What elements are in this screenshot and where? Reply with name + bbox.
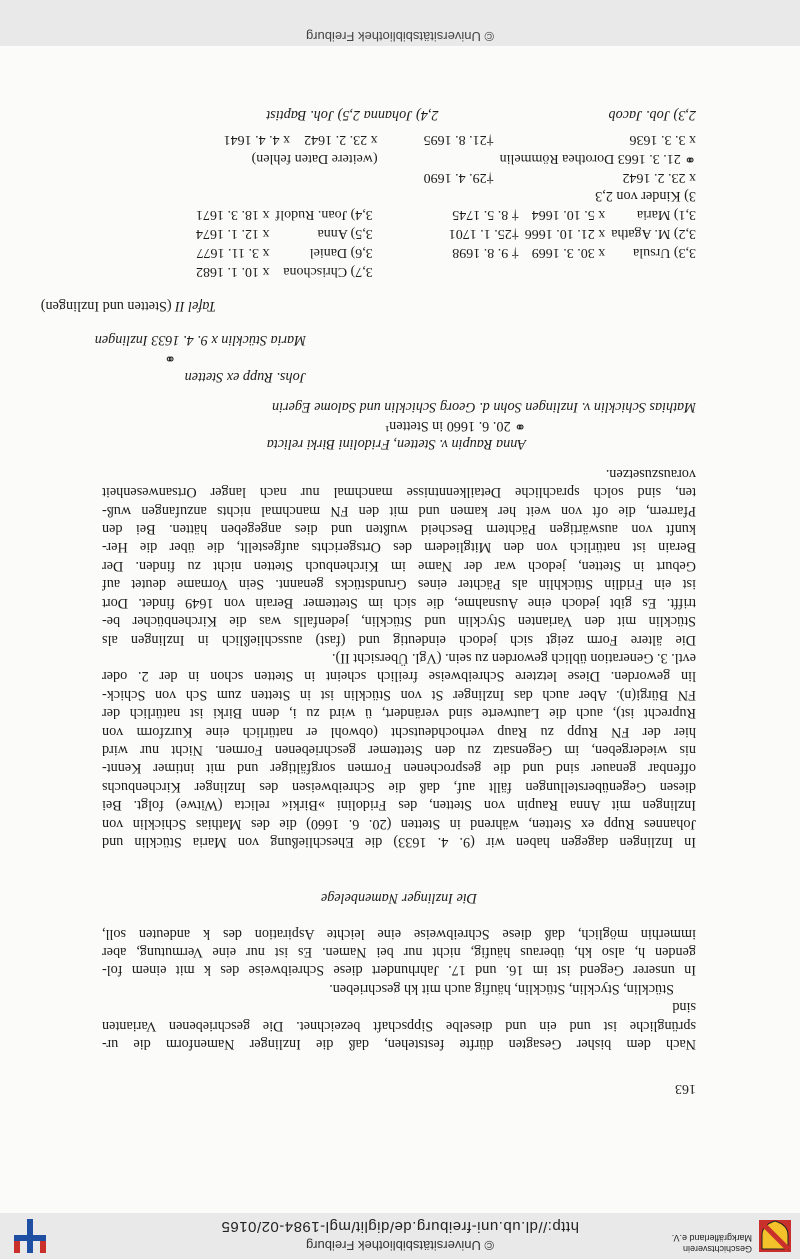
text-line: vorauszusetzen. bbox=[605, 465, 696, 482]
page-number: 163 bbox=[675, 1081, 696, 1096]
table-cell: 3,5) Anna bbox=[317, 226, 373, 241]
text-line: sprüngliche ist und ein und dieselbe Sippschaft bezeichnet. Die geschriebenen Varianten bbox=[102, 1017, 696, 1034]
table-cell bbox=[443, 262, 519, 281]
text-line: hier der FN Rupp zu Raup verhochdeutscht (obwohl er natürlich eine Kurzform von bbox=[102, 723, 696, 740]
text-line: In unserer Gegend ist im 16. und 17. Jahrhundert diese Schreibweise des k mit einem fol- bbox=[102, 962, 696, 979]
cell-text: x 4. 4. 1641 bbox=[223, 131, 291, 147]
tafel-line: Johs. Rupp ex Stetten bbox=[184, 368, 306, 385]
document-url[interactable]: http://dl.ub.uni-freiburg.de/diglit/mgl-1984-02/0165 bbox=[221, 1218, 579, 1235]
tafel-title-italic: Tafel II bbox=[175, 297, 216, 314]
text-line: nis wiedergeben, im Gegensatz zu den Stettemer geschriebenen Formen. Nicht nur wird bbox=[102, 741, 696, 758]
table-cell: †25. 1. 1701 bbox=[448, 226, 519, 241]
table-row bbox=[190, 262, 696, 281]
text-line: Pfarrern, die oft von weit her kamen und mit den FN manchmal nichts anzufangen wuß- bbox=[102, 502, 696, 519]
text-line: FN Bürgi(n). Aber auch das Inzlinger St von Stücklin ist in Stetten zum Sch von Schick- bbox=[102, 686, 696, 703]
text-line: Johannes Rupp ex Stetten, während in Stetten (20. 6. 1660) die des Mathias Schicklin von bbox=[102, 815, 696, 832]
table-row bbox=[218, 149, 696, 168]
table-row bbox=[218, 130, 696, 149]
parents-table bbox=[218, 130, 696, 187]
table-cell: x 3. 3. 1636 bbox=[629, 131, 696, 147]
text-line: Berain ist natürlich von den Mitgliedern des Ortsgerichts aufgestellt, die über die Her- bbox=[102, 539, 696, 556]
tafel-line: ⚭ bbox=[164, 350, 176, 367]
family-intro: 2,3) Job. Jacob bbox=[608, 106, 696, 123]
table-cell: 3,3) Ursula bbox=[633, 245, 696, 260]
text-line: trifft. Es gibt jedoch eine Ausnahme, die sich im Stettemer Berain von 1649 findet. Dort bbox=[102, 594, 696, 611]
society-line: Geschichtsverein bbox=[682, 1244, 752, 1254]
text-line: Ruprecht ist), auch die Lautwerte sind verändert, ü wird zu i, denn Birki ist natürlich der bbox=[102, 705, 696, 722]
table-cell: x 12. 1. 1674 bbox=[196, 226, 270, 241]
text-line: sind bbox=[672, 999, 696, 1016]
header-bar bbox=[0, 1213, 800, 1259]
table-cell: 3,4) Joan. Rudolf bbox=[275, 207, 373, 222]
children-header: 3) Kinder von 2,3 bbox=[595, 188, 696, 204]
text-line: Die ältere Form zeigt sich jedoch eindeutig und (fast) ausschließlich in Inzlingen als bbox=[102, 631, 696, 648]
table-cell: 3,2) M. Agatha bbox=[611, 226, 696, 241]
table-cell: x 30. 3. 1669 bbox=[531, 245, 606, 260]
table-cell bbox=[218, 130, 418, 149]
text-line: immerhin möglich, daß diese Schreibweise eine leichte Aspiration des k andeuten soll, bbox=[102, 925, 696, 942]
body-paragraph-1 bbox=[102, 464, 696, 851]
text-line: offenbar genauer sind und die gesprochenen Formen sorgfältiger und mit intimer Kennt- bbox=[102, 760, 696, 777]
table-cell: ⚭ 21. 3. 1663 Dorothea Römmelin bbox=[499, 150, 696, 166]
cell-text: x 23. 2. 1642 bbox=[304, 131, 378, 147]
table-cell: 3,6) Daniel bbox=[309, 245, 373, 260]
text-line: Inzlingen mit Anna Raupin von Stetten, des Fridolini »Birki« relicta (Witwe) folgt. Bei bbox=[102, 797, 696, 814]
text-line: ten, sind solch sprachliche Detailkenntnisse manchmal nur nach langer Ortsanwesenheit bbox=[102, 484, 696, 501]
table-cell: †21. 8. 1695 bbox=[423, 131, 494, 147]
table-cell: x 10. 1. 1682 bbox=[196, 264, 270, 279]
text-line: ist ein Fridlin Stückhlin als Pächter eines Grundstücks genannt. Sein Vorname deutet auf bbox=[102, 576, 696, 593]
tafel-title-rest: (Stetten und Inzlingen) bbox=[40, 297, 172, 314]
text-line: evtl. 3. Generation üblich geworden zu sein. (Vgl. Übersicht II). bbox=[331, 649, 696, 666]
children-table bbox=[190, 205, 696, 281]
text-line: lin geworden. Diese letztere Schreibweise freilich scheint in Stetten schon in der 2. oder bbox=[102, 668, 696, 685]
footer-bar bbox=[0, 0, 800, 46]
table-cell bbox=[605, 262, 696, 281]
university-library-logo bbox=[12, 1217, 48, 1255]
copyright-footer: © Universitätsbibliothek Freiburg bbox=[305, 29, 495, 44]
table-cell: † 9. 8. 1698 bbox=[452, 245, 519, 260]
text-line: Stücklin, Stycklin, Stücklin, häufig auch mit kh geschrieben. bbox=[329, 980, 674, 997]
table-cell: 3,1) Maria bbox=[636, 207, 696, 222]
tafel-lines bbox=[40, 296, 696, 453]
tafel-line: Anna Raupin v. Stetten, Fridolini Birki relicta bbox=[266, 436, 526, 452]
section-heading: Die Inzlinger Namenbelege bbox=[320, 890, 478, 906]
table-cell bbox=[218, 168, 418, 187]
body-paragraph-2 bbox=[102, 924, 696, 1053]
text-line: Stücklin mit den Varianten Stycklin und Stücklin, jedenfalls was die Kirchenbücher be- bbox=[102, 613, 696, 630]
genealogy-block bbox=[102, 105, 696, 281]
text-line: kunft von auswärtigen Pächtern Bescheid wußten und dies angegeben hätten. Bei den bbox=[102, 521, 696, 538]
table-cell: x 23. 2. 1642 bbox=[622, 169, 696, 185]
table-cell: 3,7) Chrischona bbox=[283, 264, 373, 279]
text-line: Geburt in Stetten, jedoch war der Name im Kirchenbuch Stetten nicht zu finden. Der bbox=[102, 557, 696, 574]
family-intro-right: 2,4) Johanna 2,5) Joh. Baptist bbox=[266, 106, 439, 123]
tafel-title bbox=[40, 296, 696, 314]
table-row bbox=[190, 243, 696, 262]
table-cell: x 5. 10. 1664 bbox=[531, 207, 606, 222]
society-line: Markgräflerland e.V. bbox=[671, 1233, 752, 1243]
copyright-header: © Universitätsbibliothek Freiburg bbox=[305, 1238, 495, 1253]
tafel-line: ⚭ 20. 6. 1660 in Stetten¹ bbox=[384, 417, 526, 434]
table-cell: x 18. 3. 1671 bbox=[196, 207, 270, 222]
table-row bbox=[190, 224, 696, 243]
text-line: diesen Gegenüberstellungen fällt auf, daß die Schreibweisen des Inzlinger Kirchenbuchs bbox=[102, 778, 696, 795]
tafel-line: Mathias Schicklin v. Inzlingen Sohn d. Georg Schicklin und Salome Egerin bbox=[272, 399, 696, 416]
table-cell: (weitere Daten fehlen) bbox=[251, 150, 378, 166]
table-cell: x 3. 11. 1677 bbox=[196, 245, 270, 260]
family-intro-line bbox=[102, 105, 696, 123]
text-line: Nach dem bisher Gesagten dürfte feststehen, daß die Inzlinger Namenform die ur- bbox=[102, 1036, 696, 1052]
text-line: genden h, also kh, überaus häufig, nicht nur bei Namen. Es ist nur eine Vermutung, aber bbox=[102, 943, 696, 960]
tafel-line: Maria Stücklin x 9. 4. 1633 Inzlingen bbox=[94, 331, 306, 348]
text-line: In Inzlingen dagegen haben wir (9. 4. 1633) die Eheschließung von Maria Stücklin und bbox=[102, 834, 696, 850]
table-cell bbox=[519, 262, 606, 281]
table-row bbox=[218, 168, 696, 187]
table-cell: x 21. 10. 1666 bbox=[524, 226, 606, 241]
table-cell: †29. 4. 1690 bbox=[423, 169, 494, 185]
table-cell: † 8. 5. 1745 bbox=[452, 207, 519, 222]
table-row bbox=[190, 205, 696, 224]
